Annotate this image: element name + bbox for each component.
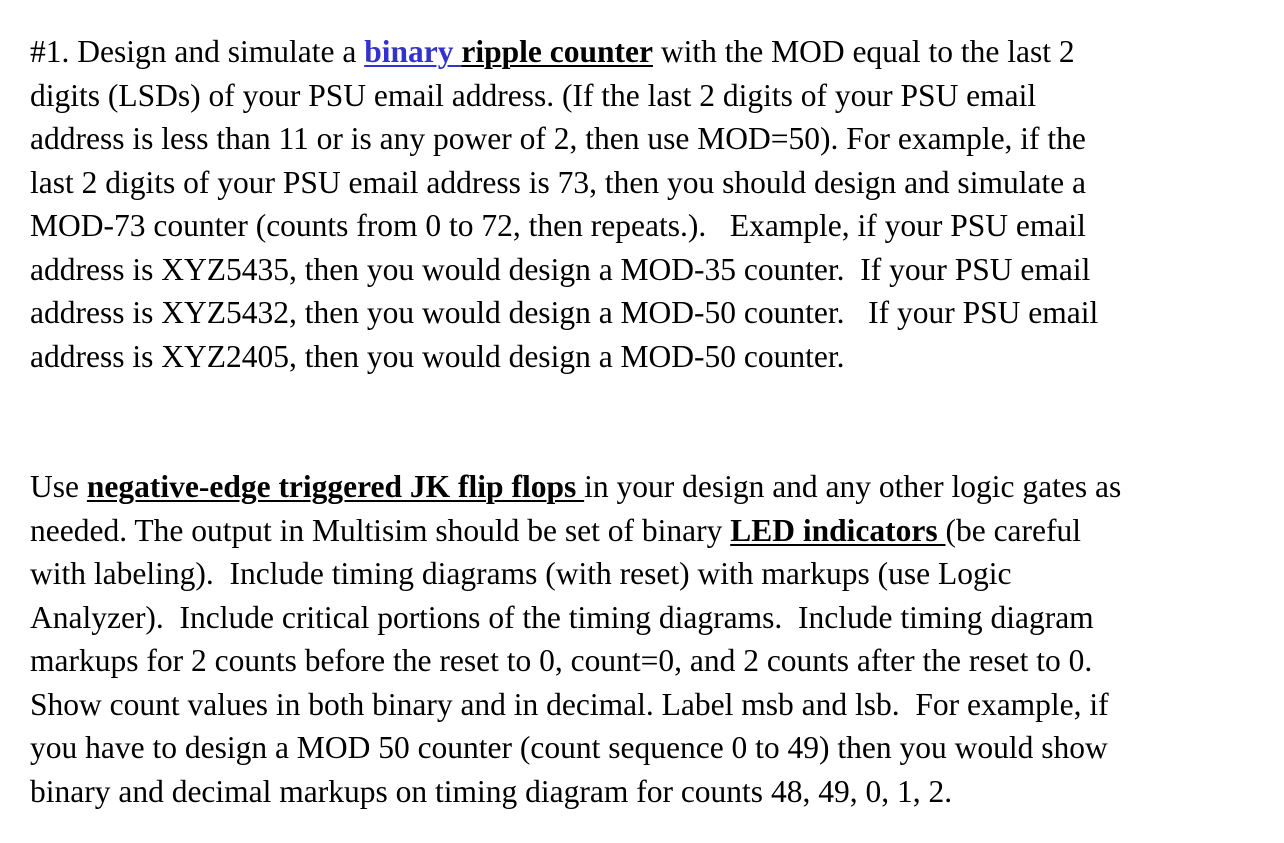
- paragraph-spacer: [30, 378, 1280, 465]
- text-line: last 2 digits of your PSU email address is 73, then you should design and simulate a: [30, 164, 1087, 200]
- ripple-counter-emphasis: ripple counter: [461, 34, 653, 69]
- text-line: binary and decimal markups on timing diagram for counts 48, 49, 0, 1, 2.: [30, 773, 953, 809]
- text-line: address is XYZ5435, then you would design a MOD-35 counter. If your PSU email: [30, 251, 1091, 287]
- assignment-document: [30, 30, 1280, 813]
- text-run: (be careful: [945, 512, 1082, 548]
- text-line: with labeling). Include timing diagrams (with reset) with markups (use Logic: [30, 556, 1012, 591]
- text-line: markups for 2 counts before the reset to 0, count=0, and 2 counts after the reset to 0.: [30, 643, 1093, 678]
- text-line: [30, 465, 1280, 509]
- binary-emphasis: binary: [364, 34, 454, 69]
- text-run: Use: [30, 469, 87, 504]
- text-run: in your design and any other logic gates as: [584, 469, 1122, 504]
- text-run: with the MOD equal to the last 2: [652, 34, 1075, 69]
- text-line: address is XYZ2405, then you would design a MOD-50 counter.: [30, 338, 845, 374]
- text-run: needed. The output in Multisim should be set of binary: [30, 512, 731, 548]
- text-line: [30, 30, 1280, 74]
- text-line: digits (LSDs) of your PSU email address. (If the last 2 digits of your PSU email: [30, 77, 1037, 113]
- text-line: [30, 509, 1280, 553]
- paragraph-design-requirements: [30, 30, 1280, 378]
- text-run: #1. Design and simulate a: [30, 34, 365, 69]
- jk-flip-flops-emphasis: negative-edge triggered JK flip flops: [86, 469, 585, 504]
- text-line: address is XYZ5432, then you would design a MOD-50 counter. If your PSU email: [30, 295, 1099, 330]
- led-indicators-emphasis: LED indicators: [730, 512, 946, 548]
- paragraph-implementation-requirements: [30, 465, 1280, 813]
- text-line: you have to design a MOD 50 counter (count sequence 0 to 49) then you would show: [30, 730, 1108, 765]
- text-line: address is less than 11 or is any power of 2, then use MOD=50). For example, if the: [30, 121, 1086, 156]
- text-line: MOD-73 counter (counts from 0 to 72, then repeats.). Example, if your PSU email: [30, 208, 1086, 243]
- text-line: Analyzer). Include critical portions of the timing diagrams. Include timing diagram: [30, 599, 1094, 635]
- text-line: Show count values in both binary and in decimal. Label msb and lsb. For example, if: [30, 686, 1109, 722]
